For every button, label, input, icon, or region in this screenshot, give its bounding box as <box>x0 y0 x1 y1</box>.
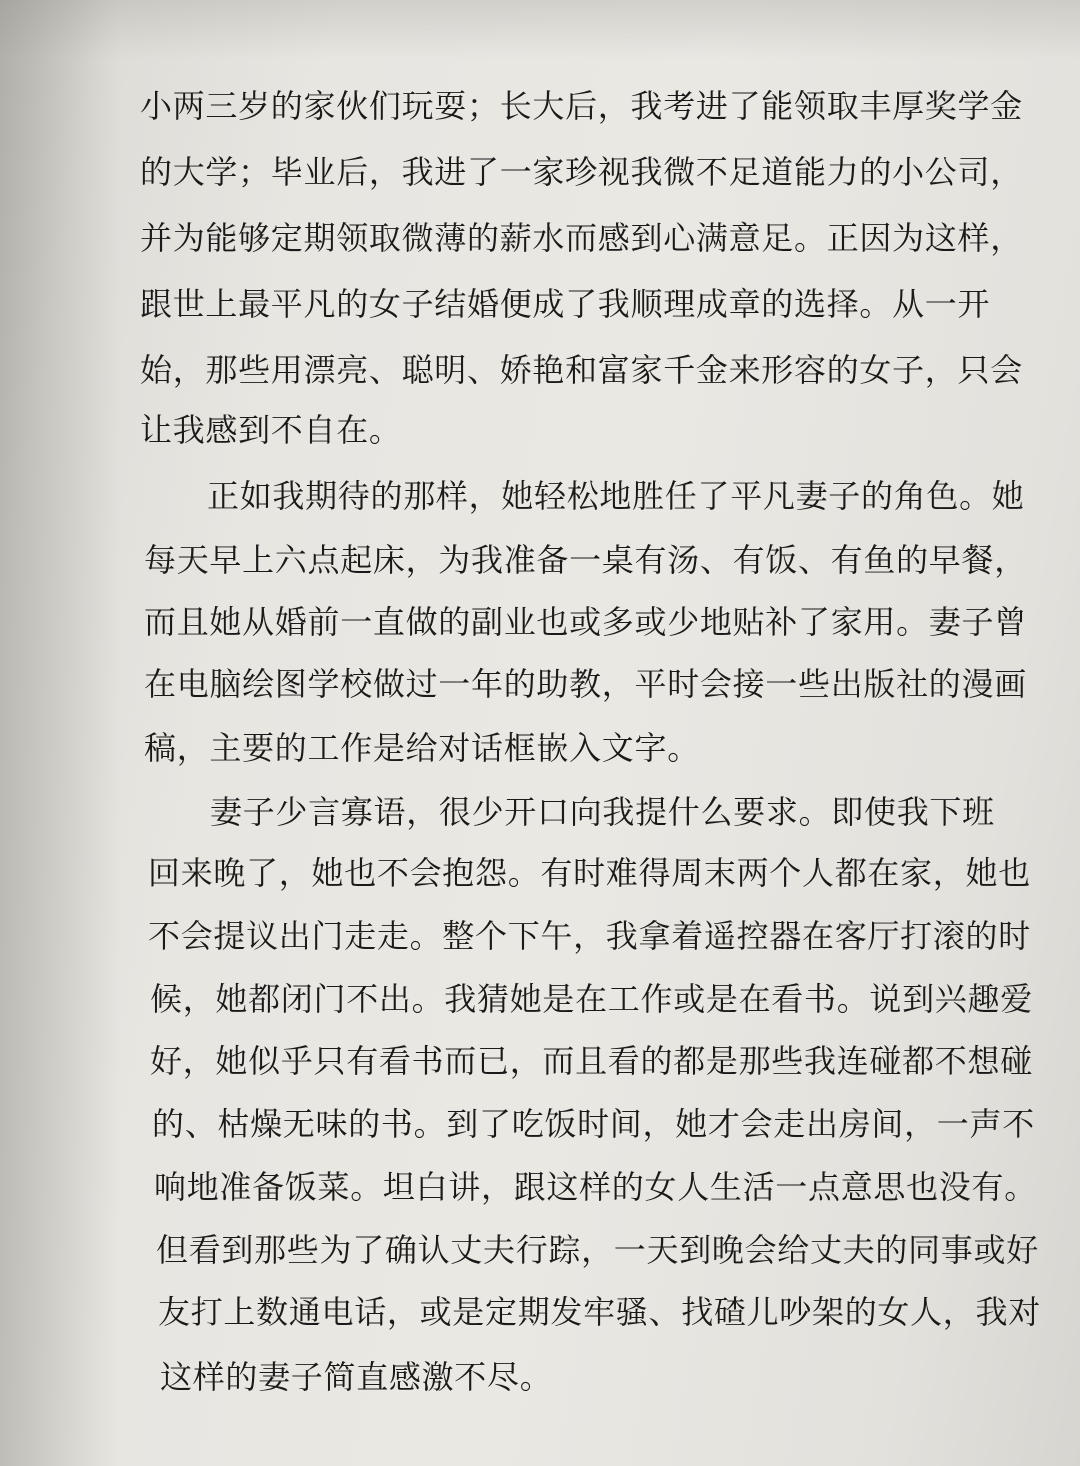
text-line: 跟世上最平凡的女子结婚便成了我顺理成章的选择。从一开 <box>140 285 991 323</box>
text-line: 稿，主要的工作是给对话框嵌入文字。 <box>144 729 700 767</box>
text-line: 不会提议出门走走。整个下午，我拿着遥控器在客厅打滚的时 <box>148 917 1031 955</box>
text-line: 让我感到不自在。 <box>140 411 402 449</box>
text-line: 友打上数通电话，或是定期发牢骚、找碴儿吵架的女人，我对 <box>158 1293 1041 1331</box>
text-line: 在电脑绘图学校做过一年的助教，平时会接一些出版社的漫画 <box>144 665 1027 703</box>
text-line: 并为能够定期领取微薄的薪水而感到心满意足。正因为这样， <box>140 219 1023 257</box>
text-line: 始，那些用漂亮、聪明、娇艳和富家千金来形容的女子，只会 <box>140 351 1023 389</box>
text-line: 但看到那些为了确认丈夫行踪，一天到晚会给丈夫的同事或好 <box>156 1231 1039 1269</box>
text-line: 妻子少言寡语，很少开口向我提什么要求。即使我下班 <box>210 793 995 831</box>
text-line: 正如我期待的那样，她轻松地胜任了平凡妻子的角色。她 <box>207 477 1025 515</box>
text-line: 的大学；毕业后，我进了一家珍视我微不足道能力的小公司， <box>140 153 1023 191</box>
text-line: 而且她从婚前一直做的副业也或多或少地贴补了家用。妻子曾 <box>144 603 1027 641</box>
text-line: 的、枯燥无味的书。到了吃饭时间，她才会走出房间，一声不 <box>152 1105 1035 1143</box>
page-shadow-left <box>0 0 120 1466</box>
page-shadow-top <box>0 0 1080 60</box>
text-line: 小两三岁的家伙们玩耍；长大后，我考进了能领取丰厚奖学金 <box>140 87 1023 125</box>
text-line: 候，她都闭门不出。我猜她是在工作或是在看书。说到兴趣爱 <box>150 980 1033 1018</box>
text-line: 这样的妻子简直感激不尽。 <box>160 1358 553 1396</box>
text-line: 好，她似乎只有看书而已，而且看的都是那些我连碰都不想碰 <box>150 1042 1033 1080</box>
text-line: 每天早上六点起床，为我准备一桌有汤、有饭、有鱼的早餐， <box>144 541 1027 579</box>
text-line: 回来晚了，她也不会抱怨。有时难得周末两个人都在家，她也 <box>148 854 1031 892</box>
text-line: 响地准备饭菜。坦白讲，跟这样的女人生活一点意思也没有。 <box>154 1168 1037 1206</box>
